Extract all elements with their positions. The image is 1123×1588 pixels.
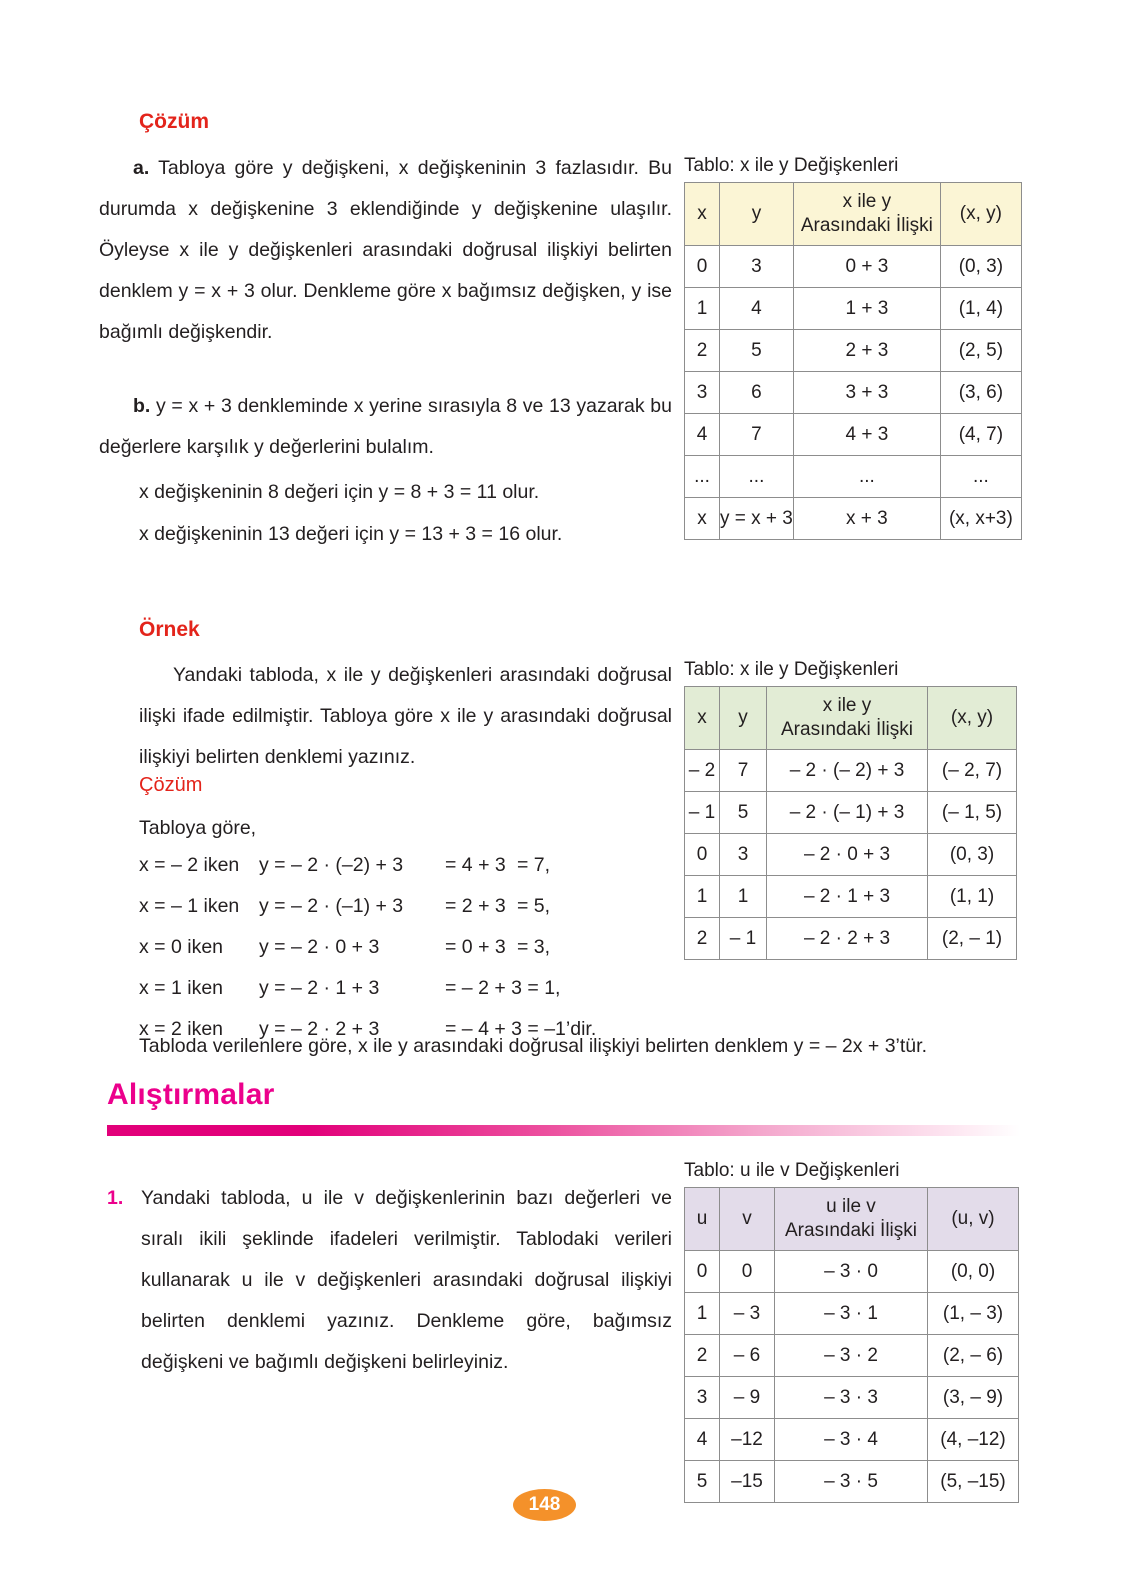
table2-header-row (685, 687, 1017, 750)
cell: –12 (720, 1419, 775, 1461)
table-row (685, 1461, 1019, 1503)
cell: (2, 5) (940, 330, 1021, 372)
cell: 2 + 3 (793, 330, 940, 372)
section2-heading-ornek (139, 618, 200, 642)
table1-col-relation (793, 183, 940, 246)
cell: (– 1, 5) (928, 792, 1017, 834)
cell: 1 (685, 1293, 720, 1335)
cell: 1 + 3 (793, 288, 940, 330)
cell: (4, 7) (940, 414, 1021, 456)
cell: y = x + 3 (720, 498, 794, 540)
step-eq2: = 5, (517, 895, 551, 917)
step-mid: y = – 2 · 1 + 3 (259, 977, 380, 999)
step-row (139, 886, 645, 927)
section2-steps (139, 845, 645, 1050)
table-row (685, 1251, 1019, 1293)
table1-caption: Tablo: x ile y Değişkenleri (684, 155, 899, 176)
step-row (139, 845, 645, 886)
table-row (685, 1377, 1019, 1419)
cell: – 3 (720, 1293, 775, 1335)
table3-col-relation-line2: Arasındaki İlişki (785, 1220, 917, 1241)
section2-question: Yandaki tabloda, x ile y değişkenleri arasındaki doğrusal ilişki ifade edilmiştir. Tabloya göre x ile y arasındaki doğrusal ilişkiyi belirten denklemi yazınız. (139, 664, 672, 768)
step-eq1: = 4 + 3 (445, 854, 506, 876)
page-number-badge: 148 (513, 1489, 576, 1521)
table1-col-pair: (x, y) (940, 183, 1021, 246)
cell: 1 (685, 876, 720, 918)
table1-col-x: x (685, 183, 720, 246)
table3-col-v: v (720, 1188, 775, 1251)
cell: (3, – 9) (928, 1377, 1019, 1419)
cell: 0 + 3 (793, 246, 940, 288)
table1-col-relation-line2: Arasındaki İlişki (800, 215, 933, 236)
table3-body (685, 1251, 1019, 1503)
cell: ... (793, 456, 940, 498)
cell: (4, –12) (928, 1419, 1019, 1461)
cell: 3 + 3 (793, 372, 940, 414)
table1-col-y: y (720, 183, 794, 246)
table3-col-relation-line1: u ile v (826, 1196, 876, 1217)
table-row (685, 456, 1022, 498)
table-row (685, 498, 1022, 540)
section1-line-1: x değişkeninin 8 değeri için y = 8 + 3 = 11 olur. (139, 481, 540, 503)
step-mid: y = – 2 · (–2) + 3 (259, 854, 404, 876)
table2-col-pair: (x, y) (928, 687, 1017, 750)
table3-col-pair: (u, v) (928, 1188, 1019, 1251)
cell: – 2 · 2 + 3 (767, 918, 928, 960)
cell: (3, 6) (940, 372, 1021, 414)
cell: –15 (720, 1461, 775, 1503)
paragraph-b-text: y = x + 3 denkleminde x yerine sırasıyla 8 ve 13 yazarak bu değerlere karşılık y değerlerini bulalım. (99, 395, 672, 458)
cell: – 2 · (– 1) + 3 (767, 792, 928, 834)
step-eq1: = – 4 + 3 = –1’dir. (445, 1018, 597, 1040)
exercises-divider-bar (107, 1125, 1020, 1136)
step-left: x = 1 iken (139, 977, 224, 999)
cozum-label: Çözüm (139, 110, 209, 133)
cell: 6 (720, 372, 794, 414)
table-row (685, 792, 1017, 834)
cell: – 1 (720, 918, 767, 960)
table-row (685, 918, 1017, 960)
cell: (– 2, 7) (928, 750, 1017, 792)
cell: – 3 · 1 (775, 1293, 928, 1335)
step-left: x = – 2 iken (139, 854, 240, 876)
cell: ... (940, 456, 1021, 498)
table1-header-row (685, 183, 1022, 246)
cell: 4 (720, 288, 794, 330)
cell: – 2 · 1 + 3 (767, 876, 928, 918)
section2-heading-cozum (139, 774, 202, 797)
cell: – 3 · 0 (775, 1251, 928, 1293)
section1-paragraph-a (99, 148, 672, 353)
cell: – 2 · 0 + 3 (767, 834, 928, 876)
step-mid: y = – 2 · (–1) + 3 (259, 895, 404, 917)
cell: 7 (720, 414, 794, 456)
section2-intro: Tabloya göre, (139, 817, 257, 839)
paragraph-b-marker: b. (133, 395, 151, 417)
step-mid: y = – 2 · 0 + 3 (259, 936, 380, 958)
cell: 3 (685, 1377, 720, 1419)
table2-caption: Tablo: x ile y Değişkenleri (684, 659, 899, 680)
cell: 3 (720, 834, 767, 876)
cell: – 3 · 4 (775, 1419, 928, 1461)
table-row (685, 1419, 1019, 1461)
cell: 7 (720, 750, 767, 792)
table2-block (684, 659, 1017, 960)
table2-body (685, 750, 1017, 960)
section1-line-2: x değişkeninin 13 değeri için y = 13 + 3 = 16 olur. (139, 523, 563, 545)
cell: (0, 0) (928, 1251, 1019, 1293)
cell: x + 3 (793, 498, 940, 540)
step-eq2: = 7, (517, 854, 551, 876)
cell: 2 (685, 330, 720, 372)
table2-col-y: y (720, 687, 767, 750)
step-left: x = 0 iken (139, 936, 224, 958)
cell: (2, – 1) (928, 918, 1017, 960)
table-row (685, 834, 1017, 876)
exercises-heading (107, 1078, 274, 1112)
cell: x (685, 498, 720, 540)
cell: 1 (685, 288, 720, 330)
cell: 4 + 3 (793, 414, 940, 456)
cell: 5 (720, 330, 794, 372)
table-row (685, 288, 1022, 330)
table-row (685, 1293, 1019, 1335)
table3-col-relation (775, 1188, 928, 1251)
cell: – 6 (720, 1335, 775, 1377)
cell: 0 (685, 246, 720, 288)
cell: (1, 1) (928, 876, 1017, 918)
paragraph-a-text: Tabloya göre y değişkeni, x değişkeninin 3 fazlasıdır. Bu durumda x değişkenine 3 eklendiğinde y değişkenine ulaşılır. Öyleyse x ile y değişkenleri arasındaki doğrusal ilişkiyi belirten denklem y = x + 3 olur. Denkleme göre x bağımsız değişken, y ise bağımlı değişkendir. (99, 157, 672, 343)
cell: – 2 (685, 750, 720, 792)
cell: (x, x+3) (940, 498, 1021, 540)
step-eq1: = 2 + 3 (445, 895, 506, 917)
cell: – 2 · (– 2) + 3 (767, 750, 928, 792)
section1-paragraph-b (99, 386, 672, 468)
step-row (139, 927, 645, 968)
cell: – 3 · 5 (775, 1461, 928, 1503)
cell: 3 (685, 372, 720, 414)
cell: – 3 · 2 (775, 1335, 928, 1377)
table2-col-x: x (685, 687, 720, 750)
exercises-title: Alıştırmalar (107, 1078, 275, 1111)
step-eq1: = – 2 + 3 = 1, (445, 977, 561, 999)
step-mid: y = – 2 · 2 + 3 (259, 1018, 380, 1040)
table1-block (684, 155, 1022, 540)
exercise-number: 1. (107, 1187, 124, 1209)
cozum-label-2: Çözüm (139, 774, 203, 796)
table-u-v (684, 1187, 1019, 1503)
cell: (1, – 3) (928, 1293, 1019, 1335)
cell: (5, –15) (928, 1461, 1019, 1503)
cell: 0 (685, 834, 720, 876)
cell: 3 (720, 246, 794, 288)
table-row (685, 246, 1022, 288)
cell: 5 (720, 792, 767, 834)
table2-col-relation-line2: Arasındaki İlişki (781, 719, 913, 740)
cell: 0 (720, 1251, 775, 1293)
exercise-text: Yandaki tabloda, u ile v değişkenlerinin bazı değerleri ve sıralı ikili şeklinde ifadeleri verilmiştir. Tablodaki verileri kullanarak u ile v değişkenleri arasındaki doğrusal ilişkiyi belirten denklemi yazınız. Denkleme göre, bağımsız değişkeni ve bağımlı değişkeni belirleyiniz. (141, 1187, 672, 1373)
exercise-item-1 (107, 1178, 672, 1383)
cell: (0, 3) (940, 246, 1021, 288)
step-row (139, 968, 645, 1009)
table1-col-relation-line1: x ile y (842, 191, 892, 212)
table-row (685, 372, 1022, 414)
cell: – 1 (685, 792, 720, 834)
ornek-label: Örnek (139, 618, 200, 641)
table3-header-row (685, 1188, 1019, 1251)
cell: 5 (685, 1461, 720, 1503)
table2-col-relation (767, 687, 928, 750)
table-row (685, 414, 1022, 456)
cell: (0, 3) (928, 834, 1017, 876)
cell: 4 (685, 1419, 720, 1461)
cell: ... (685, 456, 720, 498)
table-row (685, 750, 1017, 792)
cell: (1, 4) (940, 288, 1021, 330)
step-left: x = – 1 iken (139, 895, 240, 917)
cell: 2 (685, 918, 720, 960)
cell: 4 (685, 414, 720, 456)
table3-block (684, 1160, 1019, 1503)
cell: ... (720, 456, 794, 498)
table-x-y-minus2x (684, 686, 1017, 960)
table-row (685, 876, 1017, 918)
table-row (685, 1335, 1019, 1377)
cell: 1 (720, 876, 767, 918)
table-row (685, 330, 1022, 372)
table3-caption: Tablo: u ile v Değişkenleri (684, 1160, 900, 1181)
cell: 0 (685, 1251, 720, 1293)
cell: 2 (685, 1335, 720, 1377)
table2-col-relation-line1: x ile y (822, 695, 872, 716)
cell: – 3 · 3 (775, 1377, 928, 1419)
table1-body (685, 246, 1022, 540)
table3-col-u: u (685, 1188, 720, 1251)
step-eq2: = 3, (517, 936, 551, 958)
cell: (2, – 6) (928, 1335, 1019, 1377)
step-left: x = 2 iken (139, 1018, 224, 1040)
table-x-y-plus3 (684, 182, 1022, 540)
step-eq1: = 0 + 3 (445, 936, 506, 958)
paragraph-a-marker: a. (133, 157, 150, 179)
section1-heading-cozum (139, 110, 209, 134)
cell: – 9 (720, 1377, 775, 1419)
section2-conclusion: Tabloda verilenlere göre, x ile y arasındaki doğrusal ilişkiyi belirten denklem y = – 2x + 3’tür. (139, 1035, 927, 1057)
